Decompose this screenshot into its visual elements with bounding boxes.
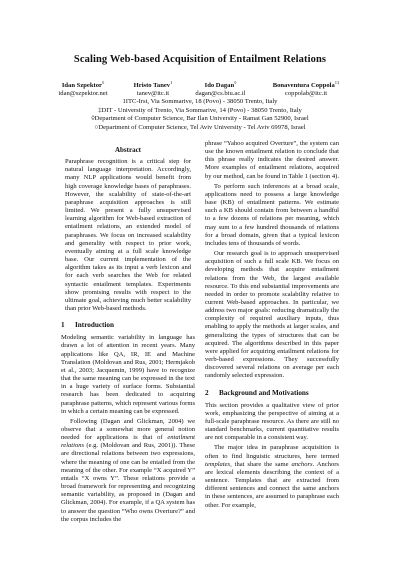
author-3: [183, 79, 258, 99]
author-email: dagan@cs.biu.ac.il: [195, 90, 246, 98]
background-paragraph-2: The major idea in paraphrase acquisition is often to find linguistic structures, here termed templates, that share the same anchors. Anchors are lexical elements describing the context of a sentence. Templates that are extracted from different sentences and connect the same anchors in these sentences, are assumed to paraphrase each other. For example,: [205, 444, 339, 509]
author-1: [48, 79, 118, 99]
intro-paragraph-2: Following (Dagan and Glickman, 2004) we observe that a somewhat more general notion needed for applications is that of entailment relations (e.g. (Moldovan and Rus, 2001)). These are directional relations between two expressions, where the meaning of one can be entailed from the meaning of the other. For example “X acquired Y” entails “X owns Y”. These relations provide a broad framework for representing and recognizing semantic variability, as proposed in (Dagan and Glickman, 2004). For example, if a QA system has to answer the question “Who owns Overture?” and the corpus includes the: [61, 417, 195, 523]
author-email: idan@szpektor.net: [58, 90, 108, 98]
author-name: Bonaventura Coppola$^{1\ddagger}$: [272, 80, 340, 90]
left-column: [61, 146, 195, 526]
author-name: Ido Dagan◊: [204, 80, 237, 90]
intro-paragraph-1: Modeling semantic variability in language has drawn a lot of attention in recent years. Many applications like QA, IR, IE and Machine Translation (Moldovan and Rus, 2001; Hermjakob et al., 2003; Jacquemin, 1999) have to recognize that the same meaning can be expressed in the text in a huge variety of surface forms. Substantial research has been dedicated to acquiring paraphrase patterns, which represent various forms in which a certain meaning can be expressed.: [61, 334, 195, 415]
affiliation: ◊Department of Computer Science, Bar Ilan University - Ramat Gan 52900, Israel: [91, 115, 309, 123]
author-name: Hristo Tanev$^1$: [133, 80, 173, 90]
right-column: [205, 140, 339, 512]
section-heading-introduction: [61, 321, 195, 329]
section-title: Introduction: [75, 321, 115, 330]
body-paragraph-1: phrase “Yahoo acquired Overture”, the system can use the known entailment relation to conclude that this phrase really indicates the desired answer. More examples of entailment relations, acquired by our method, can be found in Table 1 (section 4).: [205, 140, 339, 180]
background-paragraph-1: This section provides a qualitative view of prior work, emphasizing the perspective of aiming at a full-scale paraphrase resource. As there are still no standard benchmarks, current quantitative results are not comparable in a consistent way.: [205, 401, 339, 442]
body-paragraph-3: Our research goal is to approach unsupervised acquisition of such a full scale KB. We focus on developing methods that acquire entailment relations from the Web, the largest available resource. To this end substantial improvements are needed in order to promote scalability relative to current Web-based approaches. In particular, we address two major goals: reducing dramatically the complexity of required auxiliary inputs, thus enabling to apply the methods at larger scales, and generalizing the types of structures that can be acquired. The algorithms described in this paper were applied for acquiring entailment relations for verb-based expressions. They successfully discovered several relations on average per each randomly selected expression.: [205, 250, 339, 380]
body-paragraph-2: To perform such inferences at a broad scale, applications need to possess a large knowledge base (KB) of entailment patterns. We estimate such a KB should contain from between a handful to a few dozens of relations per meaning, which may sum to a few hundred thousands of relations for a broad domain, given that a typical lexicon includes tens of thousands of words.: [205, 182, 339, 247]
paper-title: Scaling Web-based Acquisition of Entailment Relations: [73, 54, 327, 65]
author-email: coppolab@itc.it: [284, 90, 328, 98]
abstract-heading: Abstract: [114, 146, 142, 154]
section-number: 1: [61, 321, 65, 330]
author-2: [118, 79, 188, 99]
author-name: Idan Szpektor◊: [61, 80, 105, 90]
author-4: [256, 79, 356, 99]
affiliation: ○Department of Computer Science, Tel Aviv University - Tel Aviv 69978, Israel: [94, 123, 306, 131]
abstract-text: Paraphrase recognition is a critical step for natural language interpretation. Accordingly, many NLP applications would benefit from high coverage knowledge bases of paraphrases. However, the scalability of state-of-the-art paraphrase acquisition approaches is still limited. We present a fully unsupervised learning algorithm for Web-based extraction of entailment relations, an extended model of paraphrases. We focus on increased scalability and generality with respect to prior work, eventually aiming at a full scale knowledge base. Our current implementation of the algorithm takes as its input a verb lexicon and for each verb searches the Web for related syntactic entailment templates. Experiments show promising results with respect to the ultimate goal, achieving much better scalability than prior Web-based methods.: [65, 158, 191, 312]
section-title: Background and Motivations: [219, 388, 309, 397]
section-number: 2: [205, 388, 209, 397]
section-heading-background: [205, 389, 339, 397]
affiliation-list: [0, 98, 400, 132]
affiliation: ‡DIT - University of Trento, Via Sommarive, 14 (Povo) - 38050 Trento, Italy: [98, 106, 302, 114]
author-email: tanev@itc.it: [136, 90, 170, 98]
affiliation: 1ITC-Irst, Via Sommarive, 18 (Povo) - 38050 Trento, Italy: [122, 98, 278, 105]
